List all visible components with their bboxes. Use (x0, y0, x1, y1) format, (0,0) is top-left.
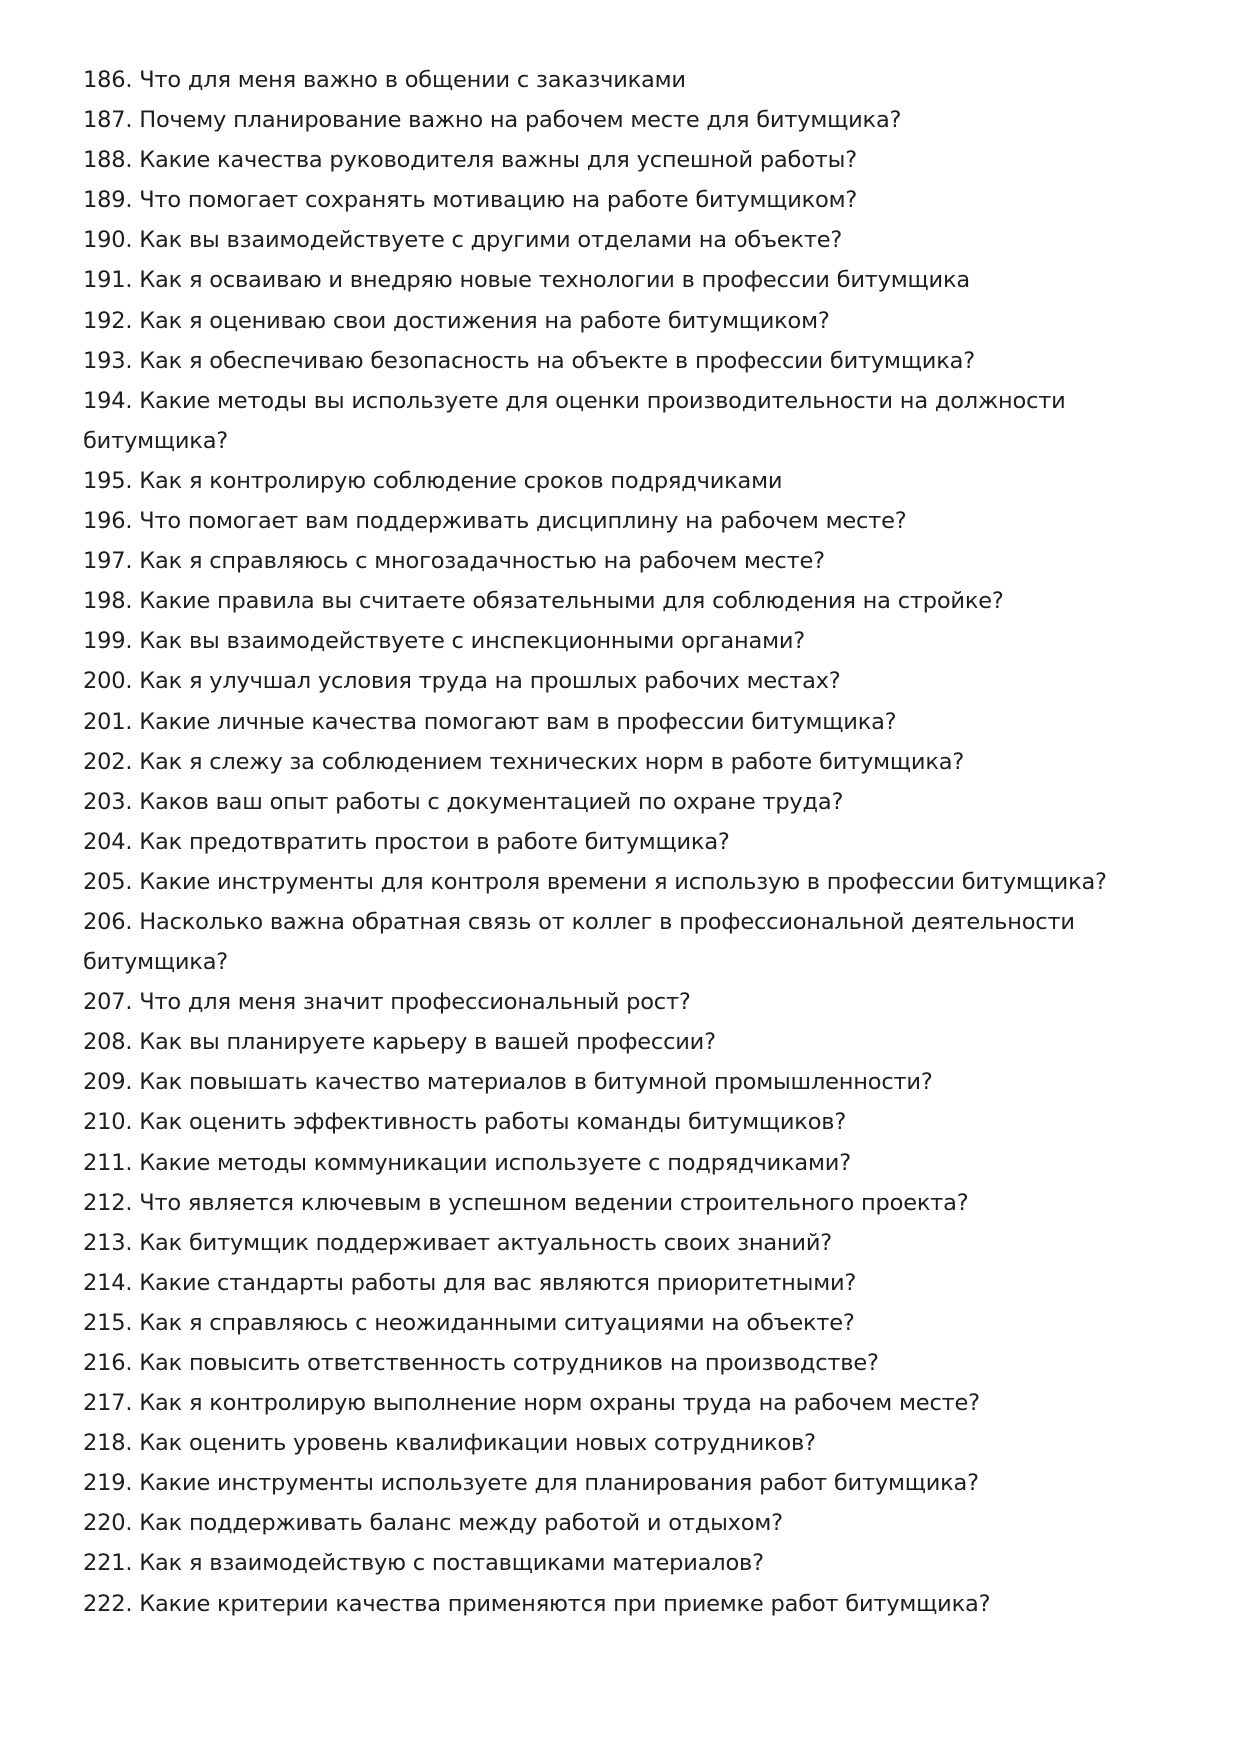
question-item (83, 1543, 1163, 1583)
question-number: 209. (83, 1069, 133, 1096)
question-text: Что помогает вам поддерживать дисциплину на рабочем месте? (139, 508, 907, 535)
question-number: 213. (83, 1229, 133, 1256)
question-number: 202. (83, 748, 133, 775)
question-item (83, 822, 1163, 862)
question-number: 191. (83, 267, 133, 294)
question-item (83, 260, 1163, 300)
question-text: Какие инструменты для контроля времени я использую в профессии битумщика? (139, 868, 1107, 895)
question-item (83, 1143, 1163, 1183)
question-text: Как я осваиваю и внедряю новые технологии в профессии битумщика (139, 267, 970, 294)
question-item (83, 1102, 1163, 1142)
question-text: Какие критерии качества применяются при приемке работ битумщика? (139, 1590, 991, 1617)
question-item (83, 702, 1163, 742)
question-item (83, 1423, 1163, 1463)
question-text: Как я обеспечиваю безопасность на объекте в профессии битумщика? (139, 347, 975, 374)
question-text: Что для меня значит профессиональный рост? (139, 989, 691, 1016)
question-item (83, 982, 1163, 1022)
question-item (83, 1463, 1163, 1503)
question-item (83, 541, 1163, 581)
question-text: Какие методы вы используете для оценки производительности на должности битумщика? (83, 387, 1066, 454)
question-number: 193. (83, 347, 133, 374)
question-number: 206. (83, 908, 133, 935)
question-item (83, 1183, 1163, 1223)
question-text: Как вы планируете карьеру в вашей профессии? (139, 1029, 716, 1056)
question-text: Как повышать качество материалов в битумной промышленности? (139, 1069, 933, 1096)
question-text: Как я оцениваю свои достижения на работе битумщиком? (139, 307, 830, 334)
question-item (83, 661, 1163, 701)
question-text: Как я контролирую выполнение норм охраны труда на рабочем месте? (139, 1390, 980, 1417)
question-text: Как повысить ответственность сотрудников на производстве? (139, 1350, 879, 1376)
question-item (83, 782, 1163, 822)
question-text: Как я взаимодействую с поставщиками материалов? (139, 1550, 764, 1577)
question-number: 200. (83, 668, 133, 695)
question-number: 198. (83, 588, 133, 615)
question-text: Каков ваш опыт работы с документацией по охране труда? (139, 788, 844, 815)
question-text: Почему планирование важно на рабочем месте для битумщика? (139, 107, 902, 134)
question-text: Какие методы коммуникации используете с подрядчиками? (139, 1149, 851, 1176)
question-item (83, 581, 1163, 621)
question-item (83, 220, 1163, 260)
question-number: 192. (83, 307, 133, 334)
question-text: Какие личные качества помогают вам в профессии битумщика? (139, 708, 897, 735)
question-number: 188. (83, 147, 133, 174)
question-text: Какие инструменты используете для планирования работ битумщика? (139, 1470, 979, 1497)
question-number: 201. (83, 708, 133, 735)
question-item (83, 1383, 1163, 1423)
question-number: 222. (83, 1590, 133, 1617)
question-number: 189. (83, 187, 133, 214)
question-number: 203. (83, 788, 133, 815)
question-item (83, 1223, 1163, 1263)
question-item (83, 461, 1163, 501)
question-number: 187. (83, 107, 133, 134)
question-item (83, 742, 1163, 782)
question-text: Как предотвратить простои в работе битумщика? (139, 828, 730, 855)
question-number: 208. (83, 1029, 133, 1056)
question-number: 212. (83, 1189, 133, 1216)
question-item (83, 341, 1163, 381)
question-item (83, 1584, 1163, 1624)
question-number: 218. (83, 1430, 133, 1457)
question-text: Что помогает сохранять мотивацию на работе битумщиком? (139, 187, 858, 214)
question-number: 211. (83, 1149, 133, 1176)
question-item (83, 902, 1163, 982)
question-item (83, 1503, 1163, 1543)
question-text: Как вы взаимодействуете с другими отделами на объекте? (139, 227, 843, 254)
question-number: 205. (83, 868, 133, 895)
question-text: Что является ключевым в успешном ведении строительного проекта? (139, 1189, 969, 1216)
question-item (83, 100, 1163, 140)
question-number: 190. (83, 227, 133, 254)
question-item (83, 862, 1163, 902)
question-text: Какие правила вы считаете обязательными для соблюдения на стройке? (139, 588, 1004, 615)
question-text: Как оценить эффективность работы команды битумщиков? (139, 1109, 847, 1136)
question-text: Насколько важна обратная связь от коллег в профессиональной деятельности битумщика? (83, 908, 1075, 976)
question-list (83, 60, 1163, 1624)
question-number: 194. (83, 387, 133, 414)
question-item (83, 1343, 1163, 1383)
question-item (83, 180, 1163, 220)
question-text: Как я улучшал условия труда на прошлых рабочих местах? (139, 668, 841, 695)
question-item (83, 1303, 1163, 1343)
question-number: 204. (83, 828, 133, 855)
question-text: Как вы взаимодействуете с инспекционными органами? (139, 628, 806, 655)
question-text: Какие стандарты работы для вас являются приоритетными? (139, 1269, 857, 1296)
question-text: Что для меня важно в общении с заказчиками (139, 67, 686, 93)
question-item (83, 501, 1163, 541)
question-text: Как оценить уровень квалификации новых сотрудников? (139, 1430, 816, 1457)
question-item (83, 1263, 1163, 1303)
question-text: Как я слежу за соблюдением технических норм в работе битумщика? (139, 748, 965, 775)
question-number: 196. (83, 508, 133, 535)
question-item (83, 1022, 1163, 1062)
question-text: Как я контролирую соблюдение сроков подрядчиками (139, 467, 783, 494)
question-number: 215. (83, 1309, 133, 1336)
question-number: 195. (83, 467, 133, 494)
question-text: Как поддерживать баланс между работой и отдыхом? (139, 1510, 783, 1537)
question-text: Как я справляюсь с неожиданными ситуациями на объекте? (139, 1309, 855, 1336)
question-item (83, 301, 1163, 341)
question-number: 216. (83, 1350, 133, 1376)
question-number: 186. (83, 67, 133, 93)
question-number: 221. (83, 1550, 133, 1577)
question-number: 219. (83, 1470, 133, 1497)
question-number: 214. (83, 1269, 133, 1296)
question-text: Какие качества руководителя важны для успешной работы? (139, 147, 857, 174)
question-text: Как битумщик поддерживает актуальность своих знаний? (139, 1229, 833, 1256)
question-number: 207. (83, 989, 133, 1016)
question-number: 210. (83, 1109, 133, 1136)
question-item (83, 381, 1163, 461)
question-item (83, 1062, 1163, 1102)
question-number: 199. (83, 628, 133, 655)
question-text: Как я справляюсь с многозадачностью на рабочем месте? (139, 548, 825, 575)
question-number: 197. (83, 548, 133, 575)
question-number: 217. (83, 1390, 133, 1417)
question-item (83, 60, 1163, 100)
question-number: 220. (83, 1510, 133, 1537)
question-item (83, 621, 1163, 661)
question-item (83, 140, 1163, 180)
